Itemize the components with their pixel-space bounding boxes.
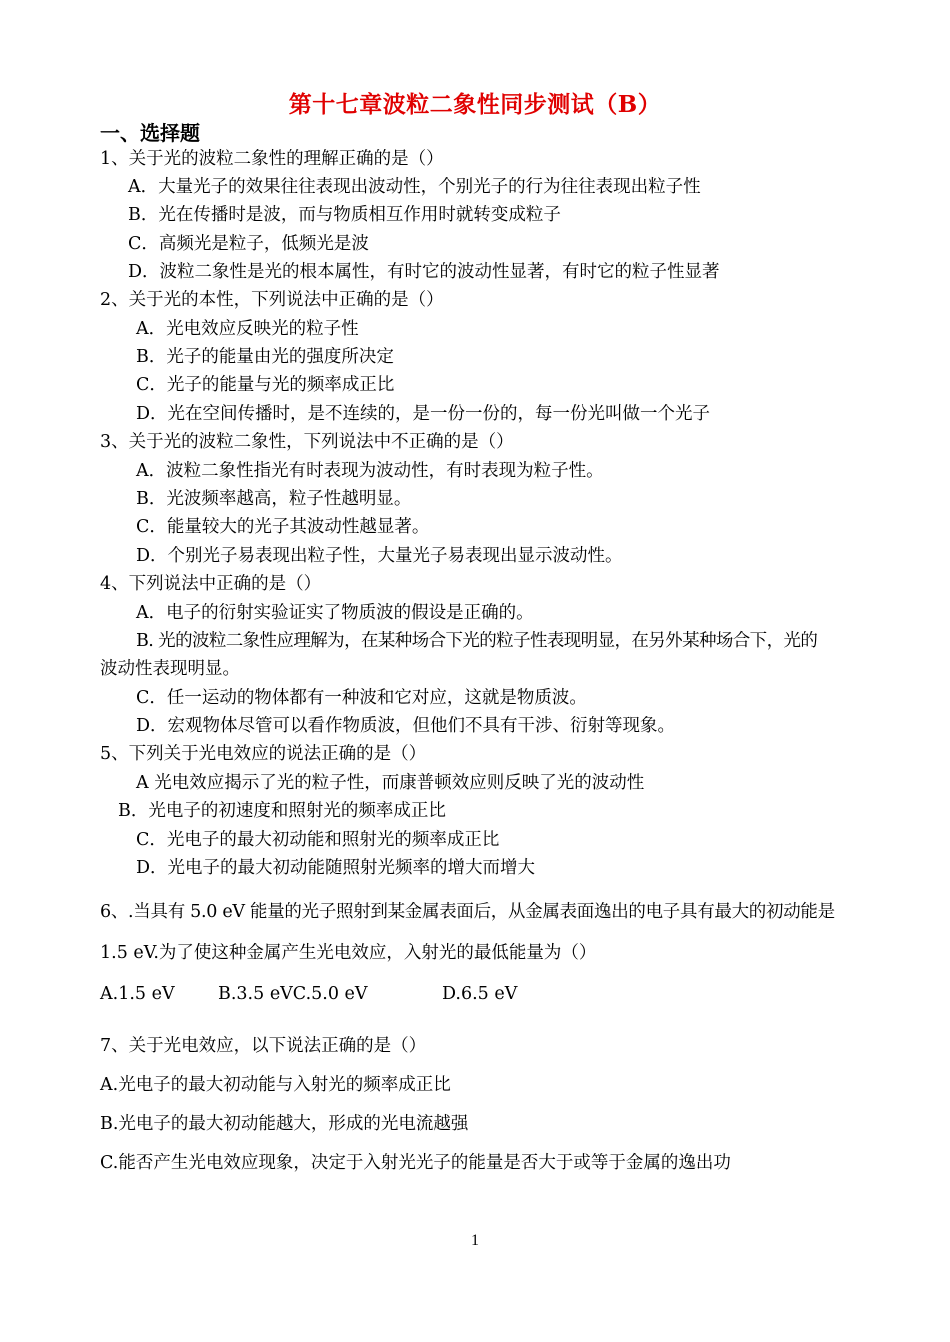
question-5-option-c: C．光电子的最大初动能和照射光的频率成正比 <box>136 830 500 850</box>
question-4-option-d: D．宏观物体尽管可以看作物质波，但他们不具有干涉、衍射等现象。 <box>136 716 676 736</box>
question-3-stem: 3、关于光的波粒二象性，下列说法中不正确的是（） <box>100 432 514 452</box>
question-2-option-c: C．光子的能量与光的频率成正比 <box>136 375 395 395</box>
question-5-option-b: B．光电子的初速度和照射光的频率成正比 <box>118 801 446 821</box>
question-3-option-c: C．能量较大的光子其波动性越显著。 <box>136 517 430 537</box>
question-4-option-a: A．电子的衍射实验证实了物质波的假设是正确的。 <box>136 603 534 623</box>
question-4-option-b: B. 光的波粒二象性应理解为，在某种场合下光的粒子性表现明显，在另外某种场合下，光的 <box>136 631 818 651</box>
question-1-option-b: B．光在传播时是波，而与物质相互作用时就转变成粒子 <box>128 205 561 225</box>
question-2-stem: 2、关于光的本性，下列说法中正确的是（） <box>100 290 444 310</box>
question-4-stem: 4、下列说法中正确的是（） <box>100 574 322 594</box>
question-1-option-c: C．高频光是粒子，低频光是波 <box>128 234 369 254</box>
question-7-option-c: C.能否产生光电效应现象，决定于入射光光子的能量是否大于或等于金属的逸出功 <box>100 1153 731 1173</box>
question-6-option-a: A.1.5 eV <box>100 984 175 1004</box>
question-2-option-b: B．光子的能量由光的强度所决定 <box>136 347 394 367</box>
question-4-option-c: C．任一运动的物体都有一种波和它对应，这就是物质波。 <box>136 688 587 708</box>
question-1-stem: 1、关于光的波粒二象性的理解正确的是（） <box>100 149 444 169</box>
question-3-option-b: B．光波频率越高，粒子性越明显。 <box>136 489 412 509</box>
question-2-option-a: A．光电效应反映光的粒子性 <box>136 319 359 339</box>
question-5-option-d: D．光电子的最大初动能随照射光频率的增大而增大 <box>136 858 536 878</box>
page-number: 1 <box>471 1232 479 1249</box>
question-6-stem: 6、.当具有 5.0 eV 能量的光子照射到某金属表面后，从金属表面逸出的电子具有最大的初动能是 <box>100 902 835 922</box>
question-1-option-a: A．大量光子的效果往往表现出波动性，个别光子的行为往往表现出粒子性 <box>128 177 701 197</box>
question-4-option-b-continued: 波动性表现明显。 <box>100 659 240 679</box>
section-heading: 一、选择题 <box>100 121 200 145</box>
question-2-option-d: D．光在空间传播时，是不连续的，是一份一份的，每一份光叫做一个光子 <box>136 404 711 424</box>
question-7-option-b: B.光电子的最大初动能越大，形成的光电流越强 <box>100 1114 469 1134</box>
question-6-option-d: D.6.5 eV <box>442 984 518 1004</box>
question-5-stem: 5、下列关于光电效应的说法正确的是（） <box>100 744 427 764</box>
question-3-option-d: D．个别光子易表现出粒子性，大量光子易表现出显示波动性。 <box>136 546 623 566</box>
question-6-option-b-c: B.3.5 eVC.5.0 eV <box>218 984 368 1004</box>
document-title: 第十七章波粒二象性同步测试（B） <box>288 91 662 118</box>
question-3-option-a: A．波粒二象性指光有时表现为波动性，有时表现为粒子性。 <box>136 461 604 481</box>
question-6-stem-continued: 1.5 eV.为了使这种金属产生光电效应，入射光的最低能量为（） <box>100 943 597 963</box>
question-1-option-d: D．波粒二象性是光的根本属性，有时它的波动性显著，有时它的粒子性显著 <box>128 262 720 282</box>
question-5-option-a: A 光电效应揭示了光的粒子性，而康普顿效应则反映了光的波动性 <box>136 773 645 793</box>
question-7-option-a: A.光电子的最大初动能与入射光的频率成正比 <box>100 1075 451 1095</box>
question-7-stem: 7、关于光电效应，以下说法正确的是（） <box>100 1036 427 1056</box>
